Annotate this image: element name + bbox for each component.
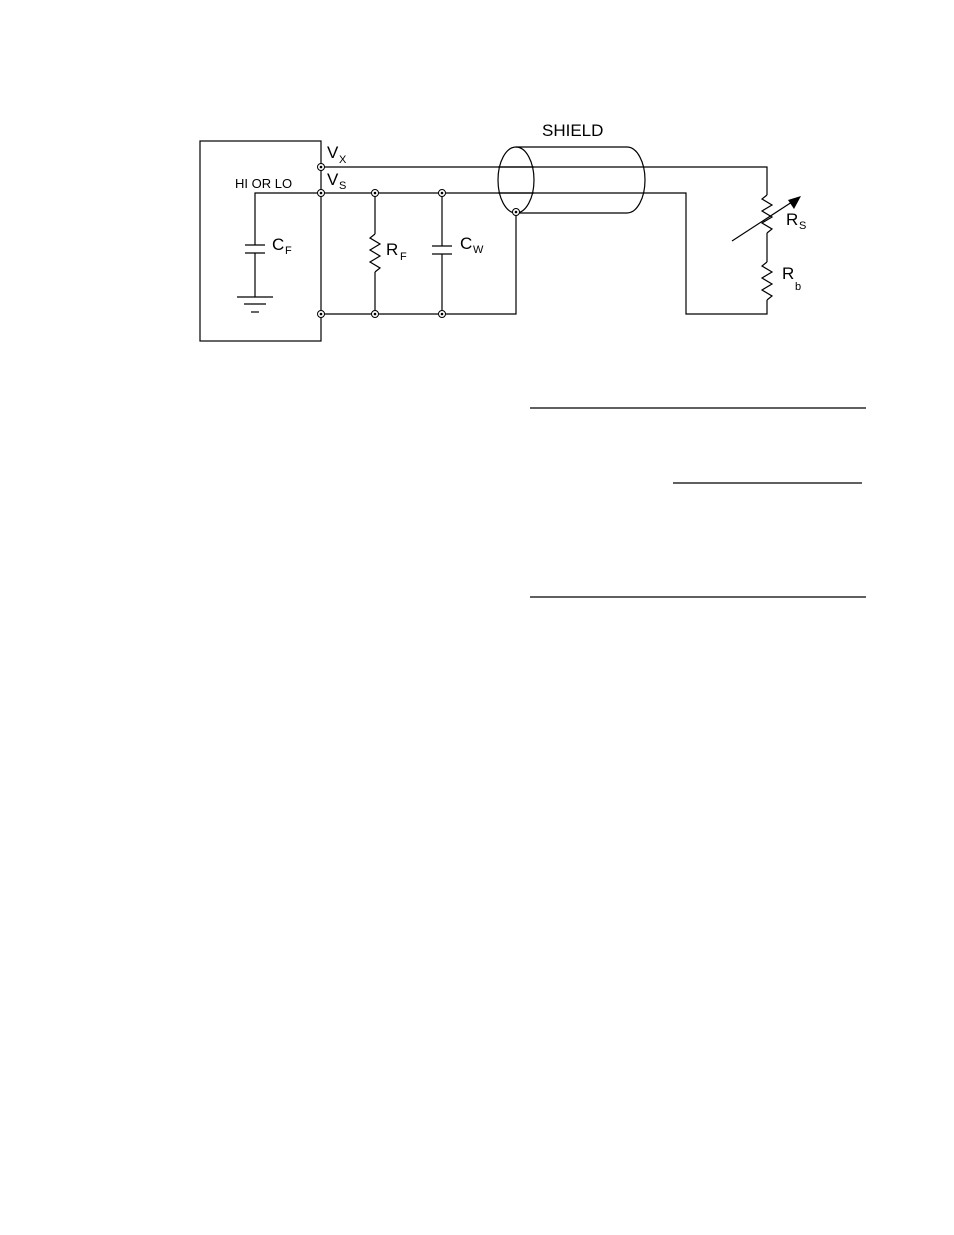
vx-wire [321,167,767,195]
rb-sub-label: b [795,281,802,293]
hi-or-lo-label: HI OR LO [235,176,293,191]
vx-sub-label: X [339,154,347,166]
ground-symbol [237,297,273,312]
resistor-rb [762,262,772,300]
shield-label: SHIELD [542,121,604,140]
capacitor-cf [245,245,265,297]
vs-label: V [327,170,339,189]
cw-label: C [460,234,473,253]
hi-lo-wire [255,193,321,245]
rf-sub-label: F [400,251,407,263]
terminal-vx [318,164,325,171]
vs-sub-label: S [339,180,347,192]
node-cw-top [439,190,446,197]
rf-label: R [386,240,399,259]
return-wire [321,212,516,314]
rs-label: R [786,210,799,229]
cw-sub-label: W [473,244,484,256]
node-cw-bottom [439,311,446,318]
capacitor-cw [432,193,452,314]
resistor-rf [370,193,380,314]
rb-label: R [782,264,795,283]
cf-sub-label: F [285,245,292,257]
node-rf-top [372,190,379,197]
terminal-bottom [318,311,325,318]
shielded-cable [498,147,645,213]
node-rf-bottom [372,311,379,318]
terminal-vs [318,190,325,197]
vx-label: V [327,143,339,162]
rs-sub-label: S [799,220,807,232]
instrument-box [200,141,321,341]
cf-label: C [272,235,285,254]
node-shield [513,209,520,216]
